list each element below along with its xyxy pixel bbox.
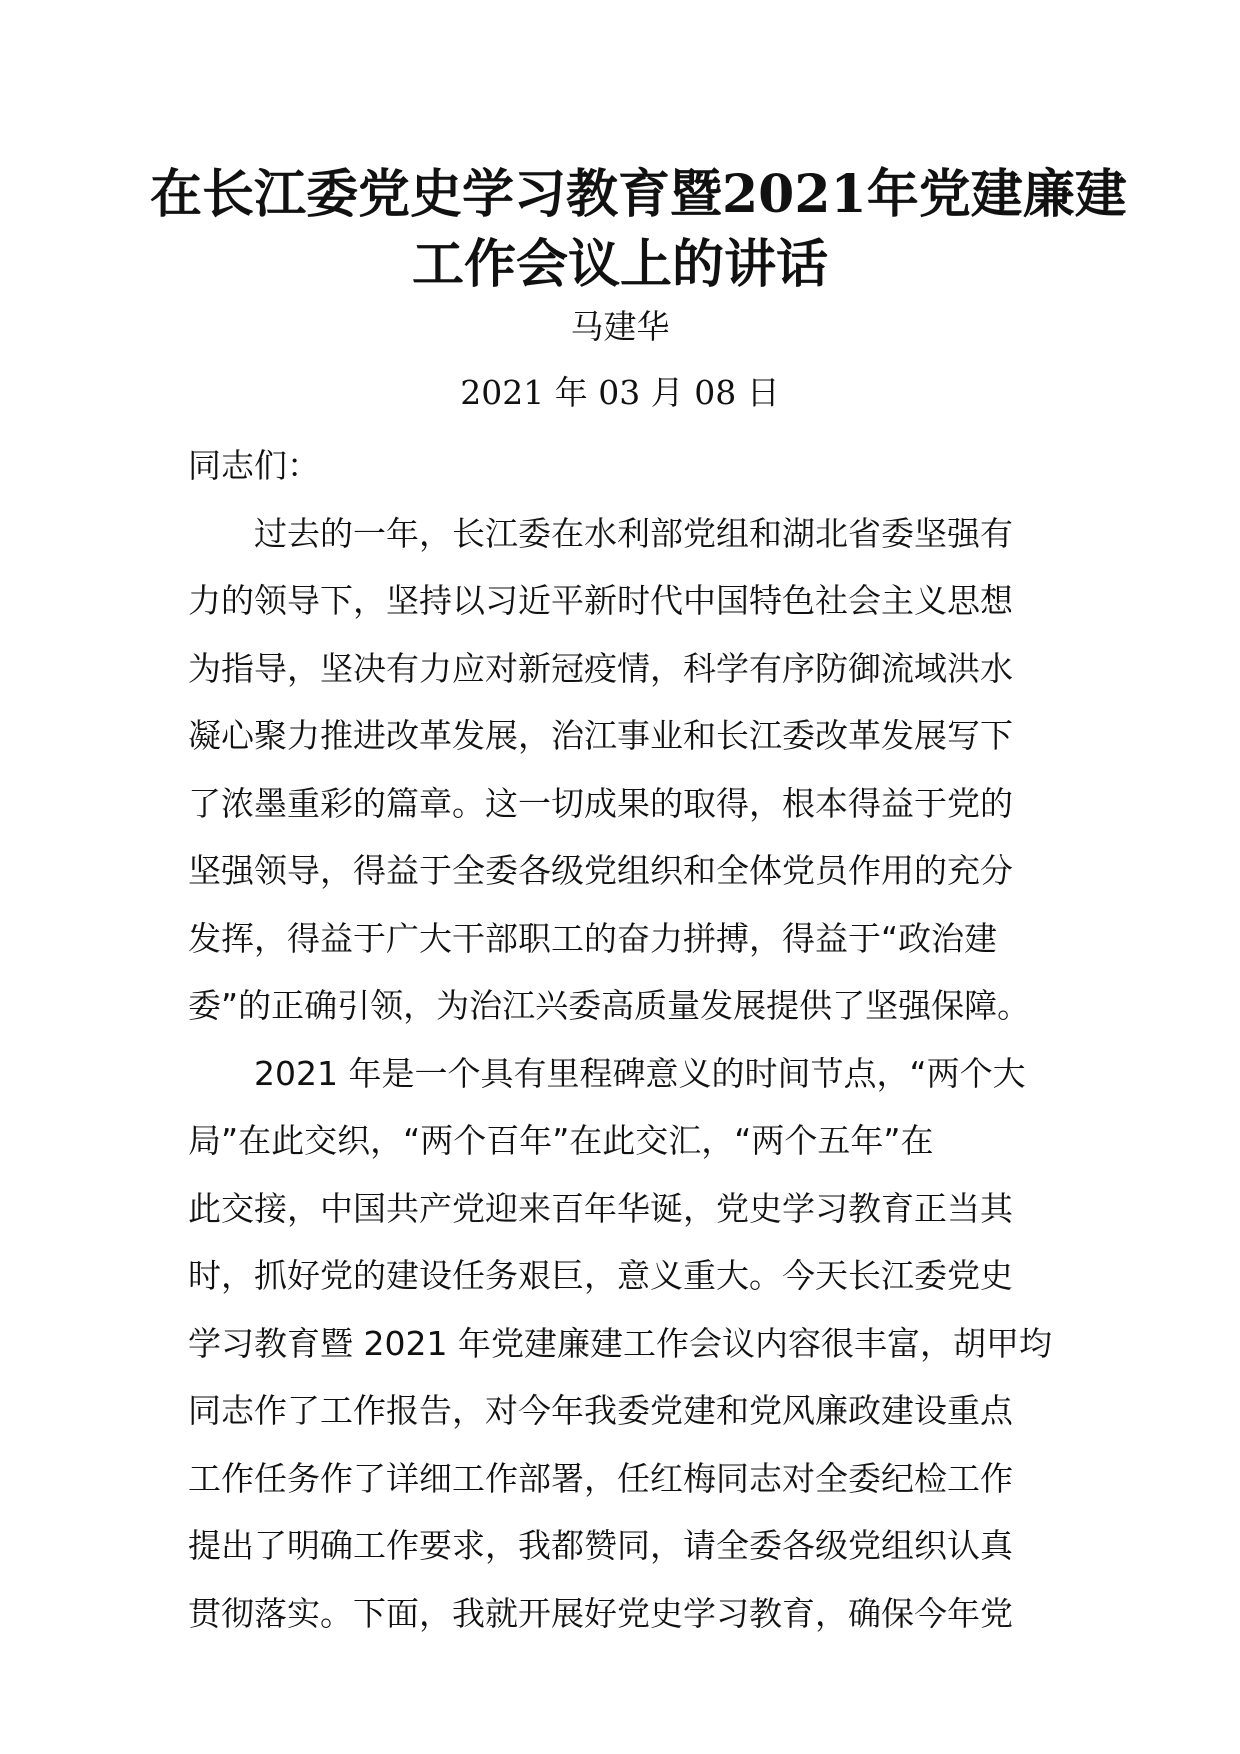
speech-title <box>150 160 1127 300</box>
body-line: 学习教育暨 2021 年党建廉建工作会议内容很丰富，胡甲均 <box>188 1323 1052 1363</box>
body-line: 工作任务作了详细工作部署，任红梅同志对全委纪检工作 <box>188 1458 1013 1498</box>
body-line: 坚强领导，得益于全委各级党组织和全体党员作用的充分 <box>188 851 1013 890</box>
body-line: 提出了明确工作要求，我都赞同，请全委各级党组织认真 <box>188 1526 1013 1565</box>
body-line: 过去的一年，长江委在水利部党组和湖北省委坚强有 <box>188 513 1013 553</box>
title-line-1: 在长江委党史学习教育暨2021年党建廉建 <box>150 164 1127 225</box>
body-line: 了浓墨重彩的篇章。这一切成果的取得，根本得益于党的 <box>188 783 1013 823</box>
salutation: 同志们： <box>188 446 320 485</box>
speech-date: 2021 年 03 月 08 日 <box>460 373 780 412</box>
body-line: 力的领导下，坚持以习近平新时代中国特色社会主义思想 <box>188 581 1013 620</box>
title-line-2: 工作会议上的讲话 <box>411 234 828 295</box>
body-line: 发挥，得益于广大干部职工的奋力拼搏，得益于“政治建 <box>188 918 998 958</box>
body-line: 凝心聚力推进改革发展，治江事业和长江委改革发展写下 <box>188 716 1013 755</box>
body-line: 时，抓好党的建设任务艰巨，意义重大。今天长江委党史 <box>188 1256 1013 1295</box>
author-name: 马建华 <box>570 307 670 346</box>
body-line: 2021 年是一个具有里程碑意义的时间节点，“两个大 <box>188 1053 1026 1093</box>
body-line: 委”的正确引领，为治江兴委高质量发展提供了坚强保障。 <box>188 986 1031 1025</box>
body-line: 局”在此交织，“两个百年”在此交汇，“两个五年”在 <box>188 1121 934 1160</box>
body-line: 同志作了工作报告，对今年我委党建和党风廉政建设重点 <box>188 1391 1013 1430</box>
body-line: 贯彻落实。下面，我就开展好党史学习教育，确保今年党 <box>188 1593 1013 1633</box>
body-line: 此交接，中国共产党迎来百年华诞，党史学习教育正当其 <box>188 1188 1013 1228</box>
body-line: 为指导，坚决有力应对新冠疫情，科学有序防御流域洪水 <box>188 648 1013 688</box>
speech-body <box>188 432 1068 1647</box>
